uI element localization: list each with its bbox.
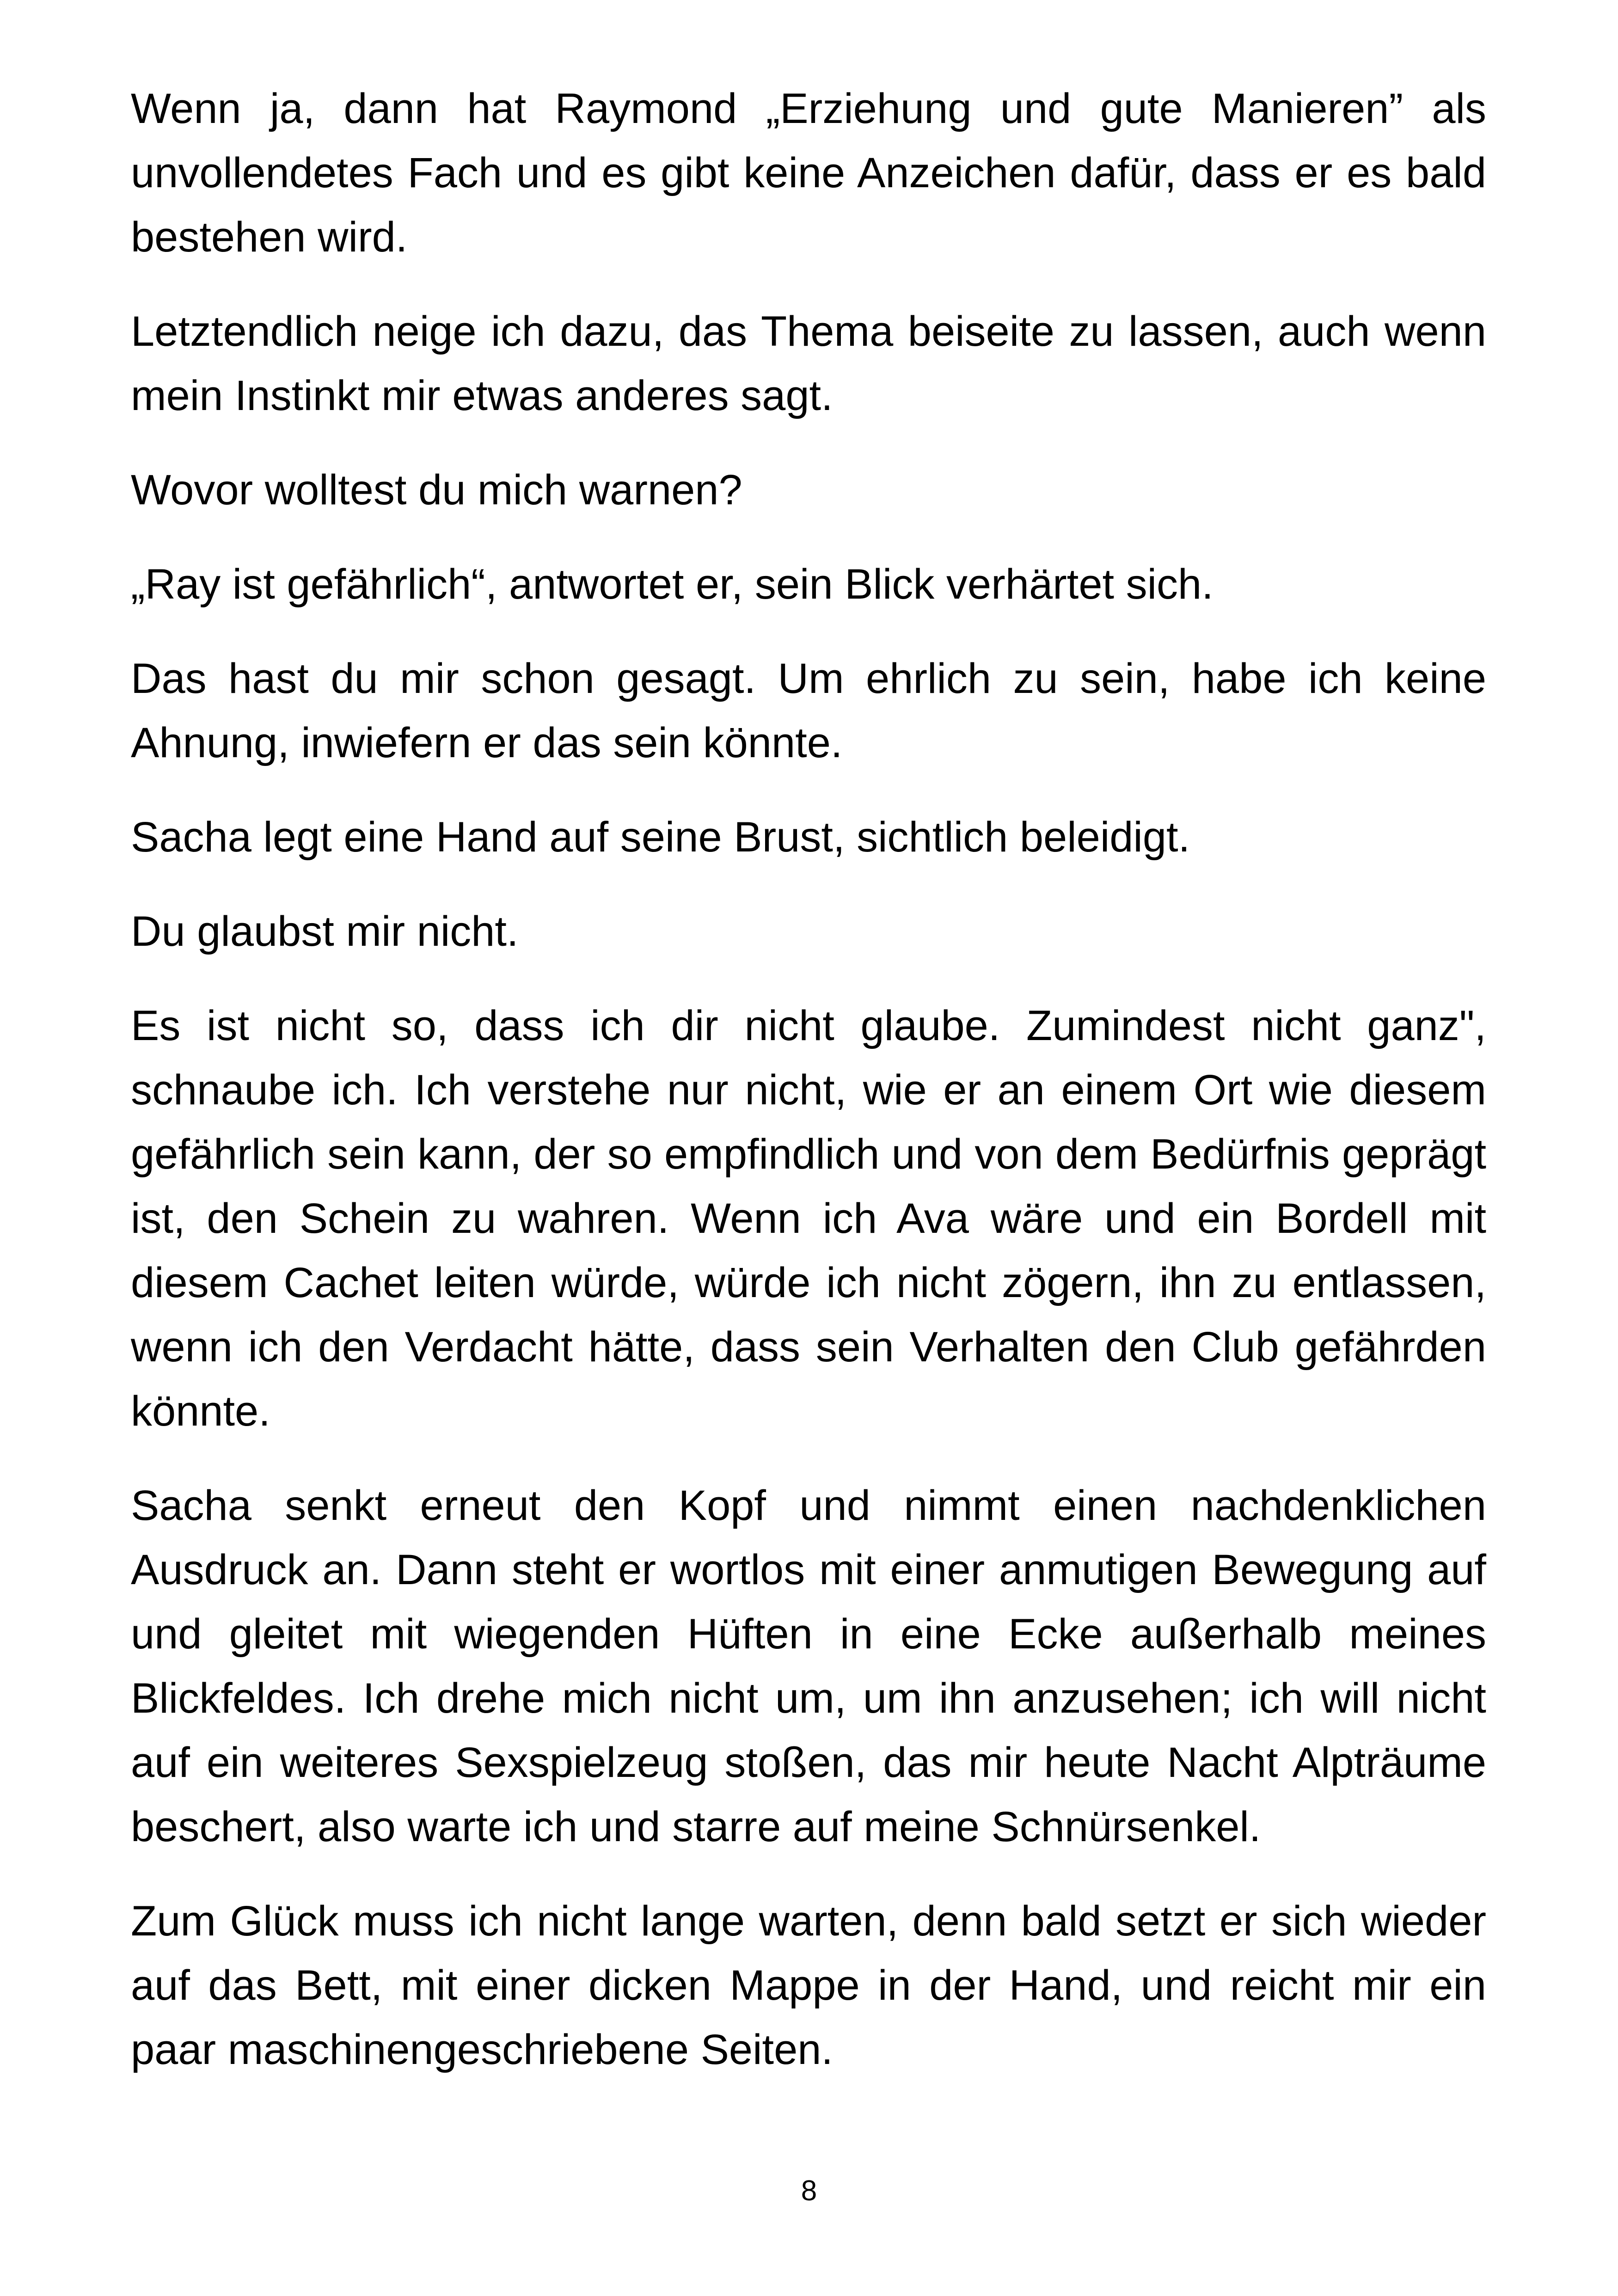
paragraph: Es ist nicht so, dass ich dir nicht glaube. Zumindest nicht ganz", schnaube ich. Ich verstehe nur nicht, wie er an einem Ort wie diesem gefährlich sein kann, der so empfindlich und von dem Bedürfnis geprägt ist, den Schein zu wahren. Wenn ich Ava wäre und ein Bordell mit diesem Cachet leiten würde, würde ich nicht zögern, ihn zu entlassen, wenn ich den Verdacht hätte, dass sein Verhalten den Club gefährden könnte. [131,1002,1486,1435]
paragraph: Sacha legt eine Hand auf seine Brust, sichtlich beleidigt. [131,814,1190,861]
page-number: 8 [801,2175,817,2207]
paragraph: Letztendlich neige ich dazu, das Thema beiseite zu lassen, auch wenn mein Instinkt mir etwas anderes sagt. [131,308,1486,419]
paragraph: Das hast du mir schon gesagt. Um ehrlich zu sein, habe ich keine Ahnung, inwiefern er das sein könnte. [131,655,1486,766]
paragraph: Du glaubst mir nicht. [131,908,519,955]
paragraph: Wenn ja, dann hat Raymond „Erziehung und gute Manieren” als unvollendetes Fach und es gibt keine Anzeichen dafür, dass er es bald bestehen wird. [131,85,1486,261]
paragraph: „Ray ist gefährlich“, antwortet er, sein Blick verhärtet sich. [131,561,1214,608]
paragraph: Sacha senkt erneut den Kopf und nimmt einen nachdenklichen Ausdruck an. Dann steht er wortlos mit einer anmutigen Bewegung auf und gleitet mit wiegenden Hüften in eine Ecke außerhalb meines Blickfeldes. Ich drehe mich nicht um, um ihn anzusehen; ich will nicht auf ein weiteres Sexspielzeug stoßen, das mir heute Nacht Alpträume beschert, also warte ich und starre auf meine Schnürsenkel. [131,1482,1486,1850]
body-text [131,77,1486,2112]
paragraph: Wovor wolltest du mich warnen? [131,466,742,514]
paragraph: Zum Glück muss ich nicht lange warten, denn bald setzt er sich wieder auf das Bett, mit einer dicken Mappe in der Hand, und reicht mir ein paar maschinengeschriebene Seiten. [131,1898,1486,2073]
